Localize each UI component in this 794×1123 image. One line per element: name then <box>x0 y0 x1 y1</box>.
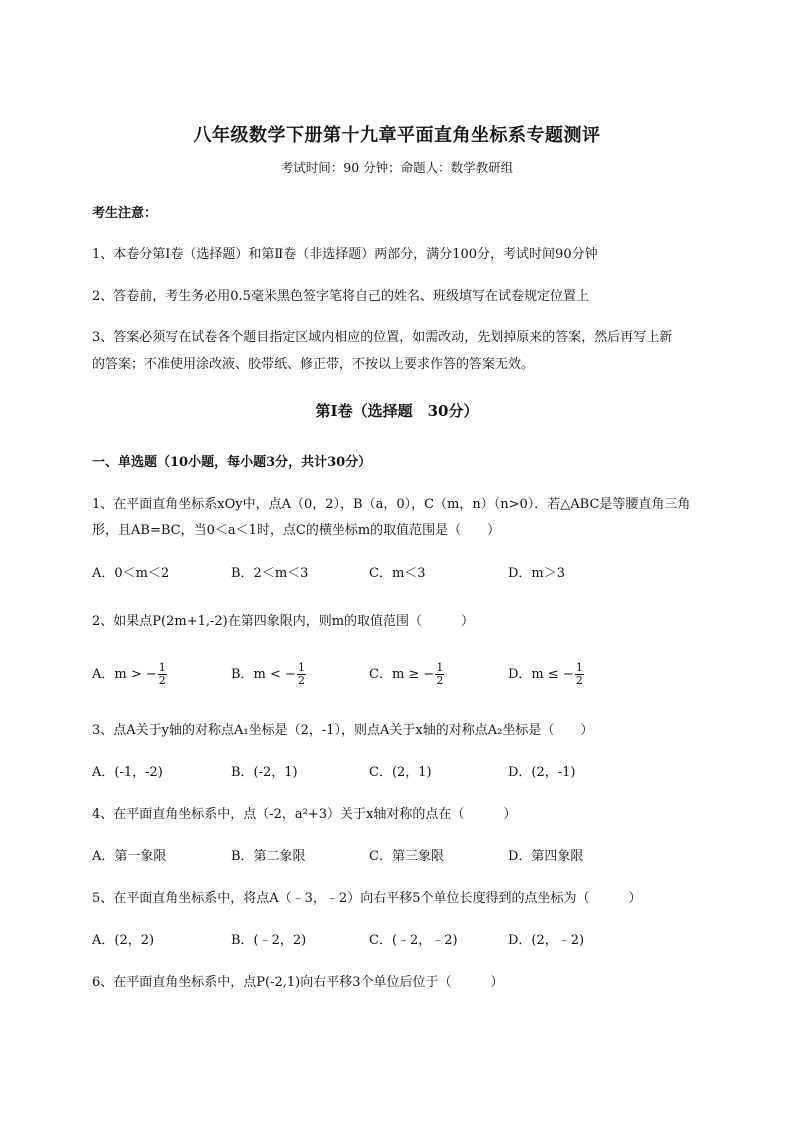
notice-item-2: 2、答卷前，考生务必用0.5毫米黑色签字笔将自己的姓名、班级填写在试卷规定位置上 <box>92 289 589 304</box>
option-label: A．m > − <box>92 667 157 682</box>
question-3-option-c[interactable]: C．(2，1) <box>369 765 432 780</box>
fraction-numerator: 1 <box>436 661 444 674</box>
fraction-numerator: 1 <box>575 661 583 674</box>
question-3-option-a[interactable]: A．(-1，-2) <box>92 765 163 780</box>
question-4-stem: 4、在平面直角坐标系中，点（-2，a²+3）关于x轴对称的点在（ ） <box>92 807 517 822</box>
question-5-option-d[interactable]: D．(2，﹣2) <box>508 933 585 948</box>
question-5-stem: 5、在平面直角坐标系中，将点A（﹣3，﹣2）向右平移5个单位长度得到的点坐标为（ ） <box>92 891 642 906</box>
option-label: D．m ≤ − <box>508 667 574 682</box>
fraction-numerator: 1 <box>297 661 305 674</box>
section-title: 第Ⅰ卷（选择题 30分） <box>315 402 479 420</box>
page-title: 八年级数学下册第十九章平面直角坐标系专题测评 <box>193 125 601 146</box>
question-5-option-a[interactable]: A．(2，2) <box>92 933 155 948</box>
question-3-option-d[interactable]: D．(2，-1) <box>508 765 576 780</box>
question-5-option-c[interactable]: C．(﹣2，﹣2) <box>369 933 458 948</box>
fraction-denominator: 2 <box>436 674 444 687</box>
question-4-option-c[interactable]: C．第三象限 <box>369 849 444 864</box>
question-2-option-c[interactable] <box>369 662 444 687</box>
fraction <box>435 662 444 687</box>
fraction-denominator: 2 <box>575 674 583 687</box>
fraction-denominator: 2 <box>297 674 305 687</box>
fraction <box>575 662 584 687</box>
fraction-denominator: 2 <box>158 674 166 687</box>
question-5-option-b[interactable]: B．(﹣2，2) <box>231 933 307 948</box>
question-1-option-d[interactable]: D．m＞3 <box>508 566 566 581</box>
question-4-option-d[interactable]: D．第四象限 <box>508 849 584 864</box>
question-2-option-b[interactable] <box>231 662 306 687</box>
question-2-stem: 2、如果点P(2m+1,-2)在第四象限内，则m的取值范围（ ） <box>92 614 475 629</box>
question-3-option-b[interactable]: B．(-2，1) <box>231 765 298 780</box>
question-1-option-c[interactable]: C．m＜3 <box>369 566 426 581</box>
part-heading: 一、单选题（10小题，每小题3分，共计30分） <box>92 455 372 470</box>
question-4-option-a[interactable]: A．第一象限 <box>92 849 167 864</box>
question-1-option-b[interactable]: B．2＜m＜3 <box>231 566 309 581</box>
fraction-numerator: 1 <box>158 661 166 674</box>
exam-info: 考试时间：90 分钟；命题人：数学教研组 <box>280 160 514 175</box>
fraction <box>158 662 167 687</box>
notice-item-3-line-2: 的答案；不准使用涂改液、胶带纸、修正带，不按以上要求作答的答案无效。 <box>92 357 535 372</box>
question-4-option-b[interactable]: B．第二象限 <box>231 849 306 864</box>
question-2-option-a[interactable] <box>92 662 167 687</box>
option-label: C．m ≥ − <box>369 667 435 682</box>
question-1-stem-line-2: 形，且AB=BC，当0＜a＜1时，点C的横坐标m的取值范围是（ ） <box>92 523 501 538</box>
notice-heading: 考生注意： <box>92 206 158 221</box>
question-1-stem-line-1: 1、在平面直角坐标系xOy中，点A（0，2），B（a，0），C（m，n）（n>0）．若△ABC是等腰直角三角 <box>92 497 691 512</box>
question-1-option-a[interactable]: A．0＜m＜2 <box>92 566 170 581</box>
notice-item-1: 1、本卷分第Ⅰ卷（选择题）和第Ⅱ卷（非选择题）两部分，满分100分，考试时间90分钟 <box>92 247 598 262</box>
option-label: B．m < − <box>231 667 296 682</box>
fraction <box>297 662 306 687</box>
question-2-option-d[interactable] <box>508 662 584 687</box>
notice-item-3-line-1: 3、答案必须写在试卷各个题目指定区域内相应的位置，如需改动，先划掉原来的答案，然后再写上新 <box>92 330 673 345</box>
question-6-stem: 6、在平面直角坐标系中，点P(-2,1)向右平移3个单位后位于（ ） <box>92 975 504 990</box>
question-3-stem: 3、点A关于y轴的对称点A₁坐标是（2，-1），则点A关于x轴的对称点A₂坐标是（ ） <box>92 723 594 738</box>
